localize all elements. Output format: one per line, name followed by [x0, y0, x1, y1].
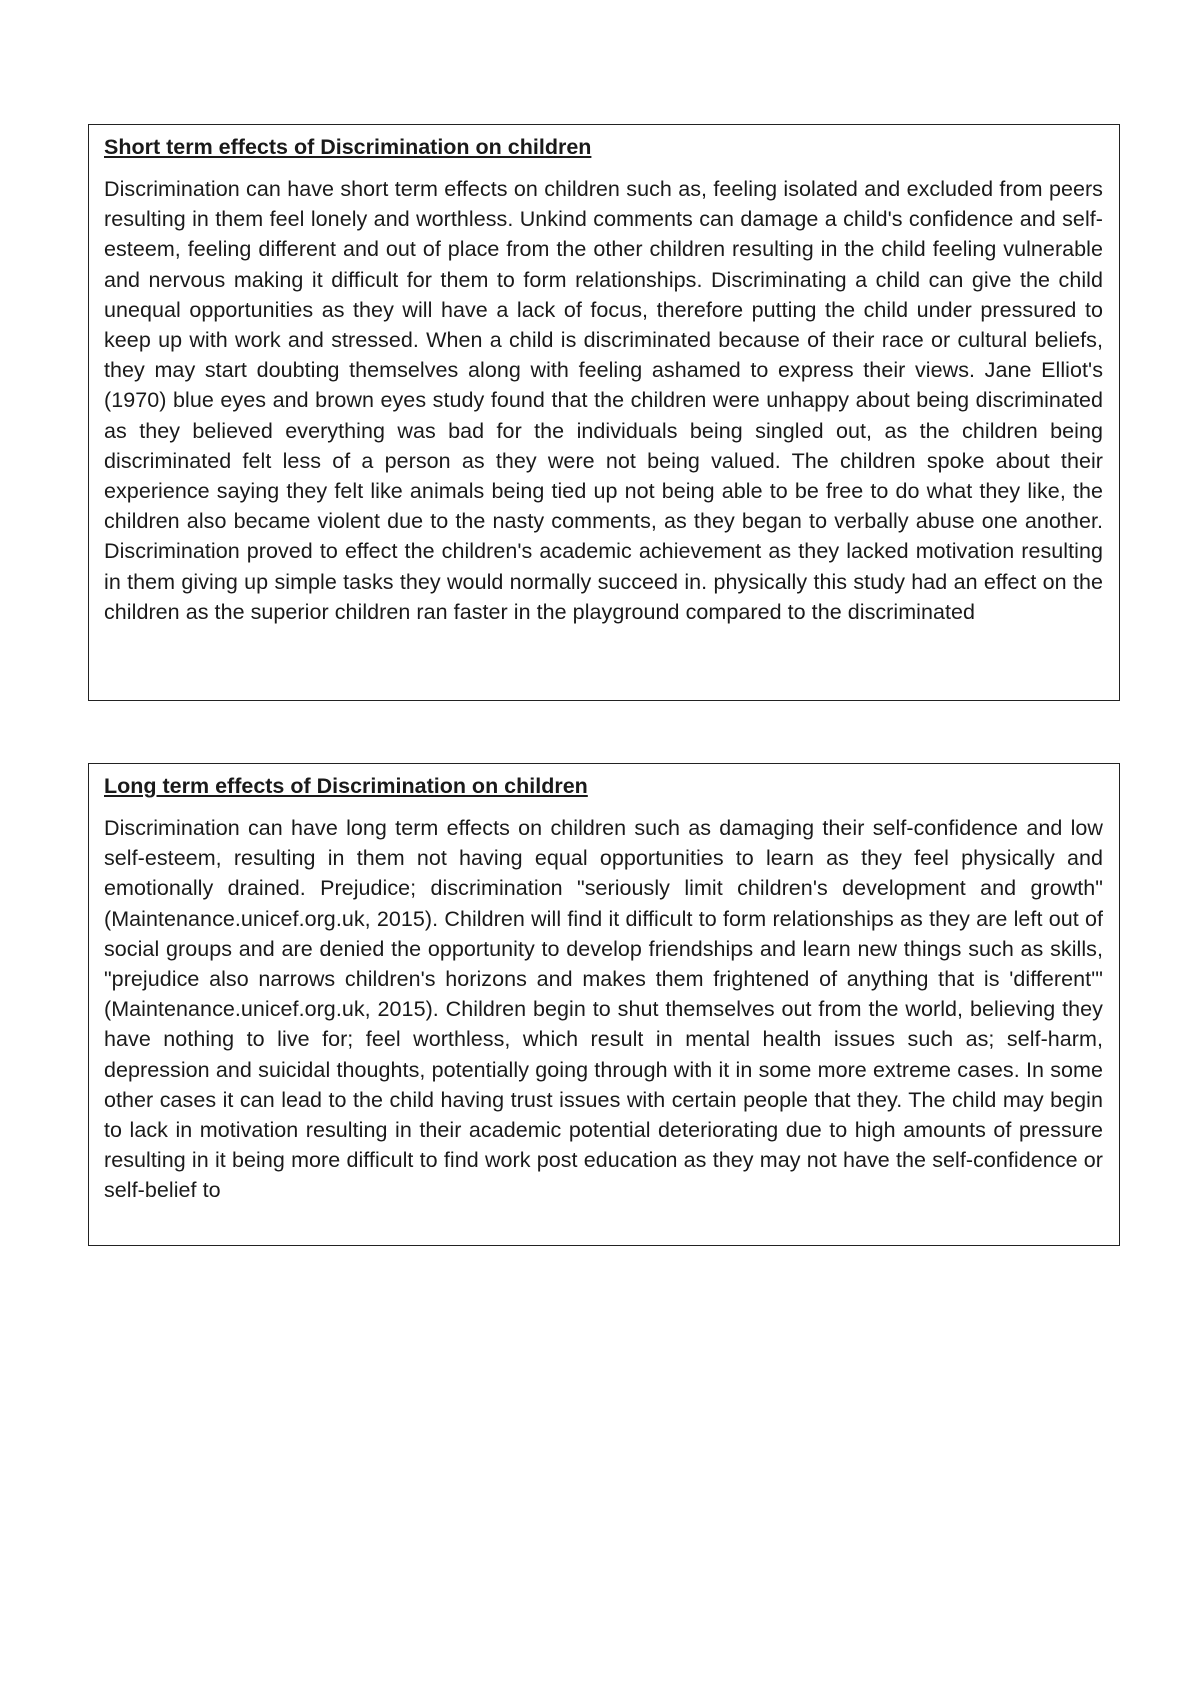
- short-term-effects-text: Discrimination can have short term effects on children such as, feeling isolated and excluded from peers resulting in them feel lonely and worthless. Unkind comments can damage a child's confidence and self-esteem, feeling different and out of place from the other children resulting in the child feeling vulnerable and nervous making it difficult for them to form relationships. Discriminating a child can give the child unequal opportunities as they will have a lack of focus, therefore putting the child under pressured to keep up with work and stressed. When a child is discriminated because of their race or cultural beliefs, they may start doubting themselves along with feeling ashamed to express their views. Jane Elliot's (1970) blue eyes and brown eyes study found that the children were unhappy about being discriminated as they believed everything was bad for the individuals being singled out, as the children being discriminated felt less of a person as they were not being valued. The children spoke about their experience saying they felt like animals being tied up not being able to be free to do what they like, the children also became violent due to the nasty comments, as they began to verbally abuse one another. Discrimination proved to effect the children's academic achievement as they lacked motivation resulting in them giving up simple tasks they would normally succeed in. physically this study had an effect on the children as the superior children ran faster in the playground compared to the discriminated: [104, 177, 1103, 624]
- long-term-effects-heading: Long term effects of Discrimination on children: [104, 774, 588, 798]
- long-term-effects-text: Discrimination can have long term effects on children such as damaging their self-confidence and low self-esteem, resulting in them not having equal opportunities to learn as they feel physically and emotionally drained. Prejudice; discrimination "seriously limit children's development and growth" (Maintenance.unicef.org.uk, 2015). Children will find it difficult to form relationships as they are left out of social groups and are denied the opportunity to develop friendships and learn new things such as skills, "prejudice also narrows children's horizons and makes them frightened of anything that is 'different'" (Maintenance.unicef.org.uk, 2015). Children begin to shut themselves out from the world, believing they have nothing to live for; feel worthless, which result in mental health issues such as; self-harm, depression and suicidal thoughts, potentially going through with it in some more extreme cases. In some other cases it can lead to the child having trust issues with certain people that they. The child may begin to lack in motivation resulting in their academic potential deteriorating due to high amounts of pressure resulting in it being more difficult to find work post education as they may not have the self-confidence or self-belief to: [104, 816, 1103, 1203]
- short-term-effects-box: [88, 124, 1120, 701]
- long-term-effects-box: [88, 763, 1120, 1246]
- short-term-effects-heading: Short term effects of Discrimination on children: [104, 135, 592, 159]
